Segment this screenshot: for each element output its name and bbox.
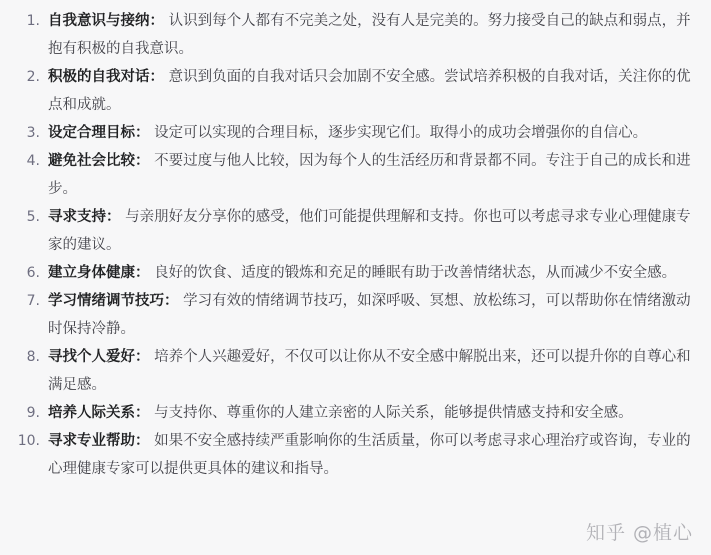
list-item <box>0 147 711 203</box>
item-number: 5. <box>26 209 40 225</box>
item-number: 6. <box>26 265 40 281</box>
item-title: 寻找个人爱好 <box>48 349 135 365</box>
list-item <box>0 119 711 147</box>
list-item <box>0 427 711 483</box>
item-title: 寻求支持 <box>48 209 106 225</box>
item-title: 设定合理目标 <box>48 125 135 141</box>
item-title: 寻求专业帮助 <box>48 433 135 449</box>
item-number: 10. <box>17 433 40 449</box>
item-text: 良好的饮食、适度的锻炼和充足的睡眠有助于改善情绪状态，从而减少不安全感。 <box>154 265 677 281</box>
item-title: 学习情绪调节技巧 <box>48 293 164 309</box>
item-number: 4. <box>26 153 40 169</box>
list-item <box>0 399 711 427</box>
item-text: 意识到负面的自我对话只会加剧不安全感。尝试培养积极的自我对话，关注你的优点和成就。 <box>48 69 691 113</box>
item-separator: ： <box>149 69 164 85</box>
item-separator: ： <box>106 209 121 225</box>
item-number: 9. <box>26 405 40 421</box>
item-title: 积极的自我对话 <box>48 69 150 85</box>
item-separator: ： <box>135 265 150 281</box>
list-item <box>0 259 711 287</box>
item-title: 自我意识与接纳 <box>48 13 150 29</box>
item-separator: ： <box>135 405 150 421</box>
list-item <box>0 203 711 259</box>
list-item <box>0 63 711 119</box>
item-text: 如果不安全感持续严重影响你的生活质量，你可以考虑寻求心理治疗或咨询，专业的心理健康专家可以提供更具体的建议和指导。 <box>48 433 691 477</box>
item-text: 学习有效的情绪调节技巧，如深呼吸、冥想、放松练习，可以帮助你在情绪激动时保持冷静。 <box>48 293 691 337</box>
item-title: 避免社会比较 <box>48 153 135 169</box>
watermark: 知乎 @植心 <box>585 522 693 544</box>
item-title: 培养人际关系 <box>48 405 135 421</box>
item-title: 建立身体健康 <box>48 265 135 281</box>
item-separator: ： <box>135 125 150 141</box>
item-separator: ： <box>135 433 150 449</box>
item-number: 7. <box>26 293 40 309</box>
item-separator: ： <box>164 293 179 309</box>
item-text: 与支持你、尊重你的人建立亲密的人际关系，能够提供情感支持和安全感。 <box>154 405 633 421</box>
list-item <box>0 343 711 399</box>
item-separator: ： <box>135 153 150 169</box>
item-number: 3. <box>26 125 40 141</box>
item-number: 1. <box>26 13 40 29</box>
item-number: 2. <box>26 69 40 85</box>
item-text: 与亲朋好友分享你的感受，他们可能提供理解和支持。你也可以考虑寻求专业心理健康专家的建议。 <box>48 209 691 253</box>
item-separator: ： <box>149 13 164 29</box>
item-text: 设定可以实现的合理目标，逐步实现它们。取得小的成功会增强你的自信心。 <box>154 125 648 141</box>
item-text: 培养个人兴趣爱好，不仅可以让你从不安全感中解脱出来，还可以提升你的自尊心和满足感。 <box>48 349 691 393</box>
list-item <box>0 7 711 63</box>
numbered-list <box>0 7 711 483</box>
item-separator: ： <box>135 349 150 365</box>
list-item <box>0 287 711 343</box>
item-number: 8. <box>26 349 40 365</box>
item-text: 认识到每个人都有不完美之处，没有人是完美的。努力接受自己的缺点和弱点，并抱有积极的自我意识。 <box>48 13 691 57</box>
item-text: 不要过度与他人比较，因为每个人的生活经历和背景都不同。专注于自己的成长和进步。 <box>48 153 691 197</box>
